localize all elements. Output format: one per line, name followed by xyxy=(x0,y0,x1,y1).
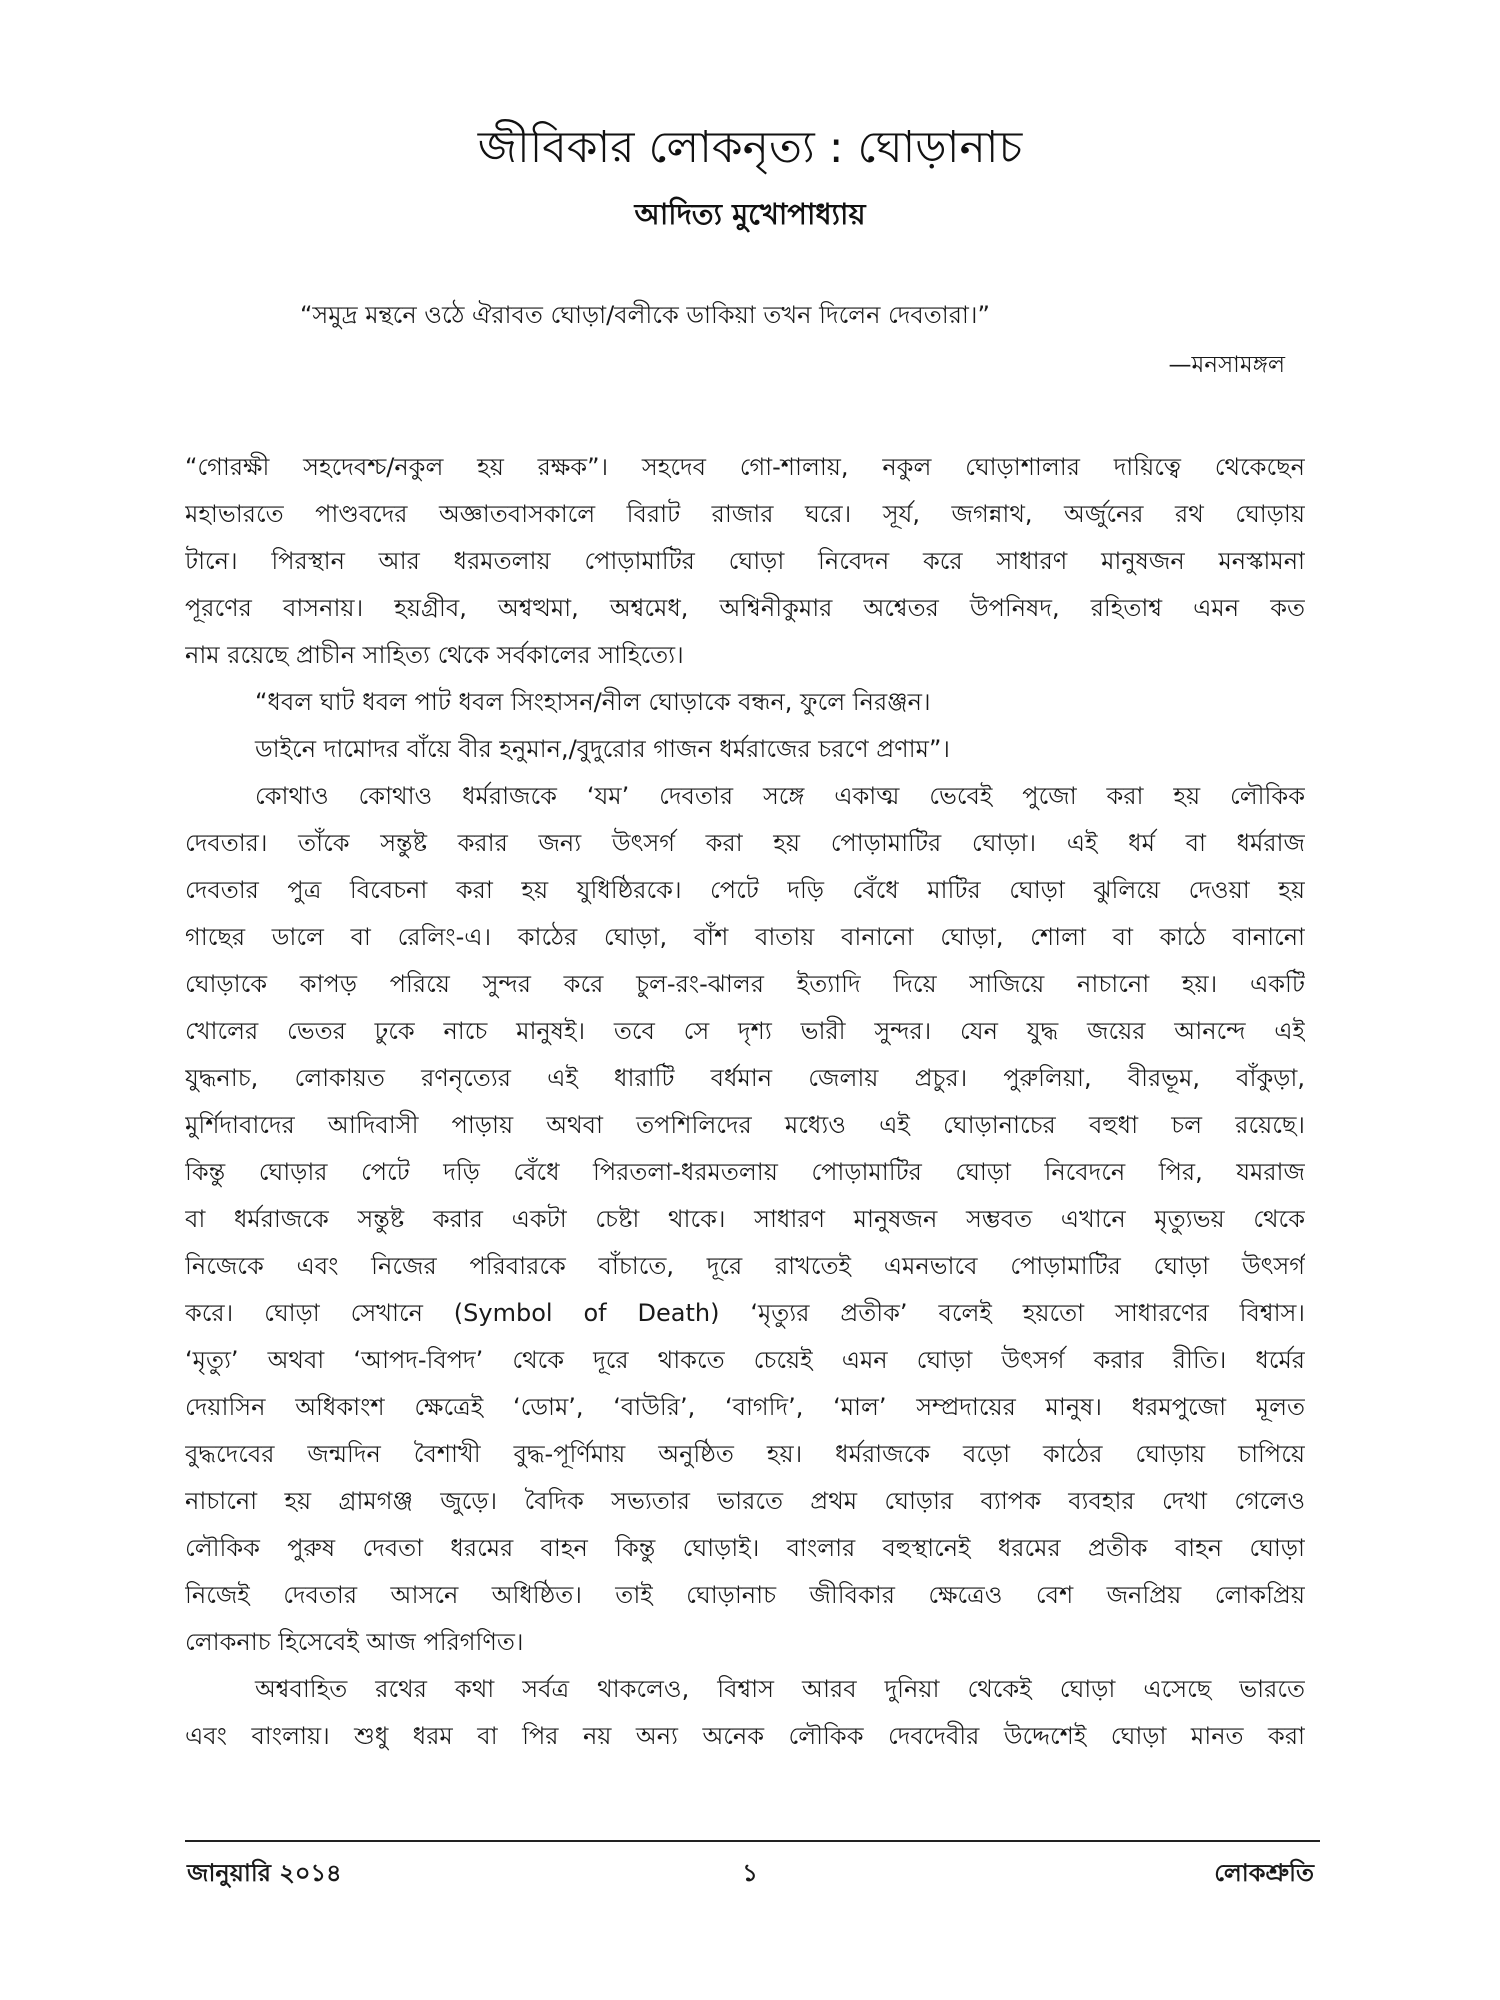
body-line: দেবতার। তাঁকে সন্তুষ্ট করার জন্য উৎসর্গ করা হয় পোড়ামাটির ঘোড়া। এই ধর্ম বা ধর্মরাজ xyxy=(185,829,1305,857)
footer-divider xyxy=(185,1840,1320,1842)
body-line: ঘোড়াকে কাপড় পরিয়ে সুন্দর করে চুল-রং-ঝালর ইত্যাদি দিয়ে সাজিয়ে নাচানো হয়। একটি xyxy=(185,970,1305,998)
epigraph-source: —মনসামঙ্গল xyxy=(1168,352,1285,378)
body-line: এবং বাংলায়। শুধু ধরম বা পির নয় অন্য অনেক লৌকিক দেবদেবীর উদ্দেশেই ঘোড়া মানত করা xyxy=(185,1722,1305,1750)
verse-line: ডাইনে দামোদর বাঁয়ে বীর হনুমান,/বুদুরোর গাজন ধর্মরাজের চরণে প্রণাম”। xyxy=(255,735,950,763)
body-line: দেয়াসিন অধিকাংশ ক্ষেত্রেই ‘ডোম’, ‘বাউরি’, ‘বাগদি’, ‘মাল’ সম্প্রদায়ের মানুষ। ধরমপুজো মূলত xyxy=(185,1393,1305,1421)
body-line: মহাভারতে পাণ্ডবদের অজ্ঞাতবাসকালে বিরাট রাজার ঘরে। সূর্য, জগন্নাথ, অর্জুনের রথ ঘোড়ায় xyxy=(185,500,1305,528)
body-line: গাছের ডালে বা রেলিং-এ। কাঠের ঘোড়া, বাঁশ বাতায় বানানো ঘোড়া, শোলা বা কাঠে বানানো xyxy=(185,923,1305,951)
body-line: নিজেই দেবতার আসনে অধিষ্ঠিত। তাই ঘোড়ানাচ জীবিকার ক্ষেত্রেও বেশ জনপ্রিয় লোকপ্রিয় xyxy=(185,1581,1305,1609)
body-line: যুদ্ধনাচ, লোকায়ত রণনৃত্যের এই ধারাটি বর্ধমান জেলায় প্রচুর। পুরুলিয়া, বীরভূম, বাঁকুড়া, xyxy=(185,1064,1305,1092)
body-line: কোথাও কোথাও ধর্মরাজকে ‘যম’ দেবতার সঙ্গে একাত্ম ভেবেই পুজো করা হয় লৌকিক xyxy=(255,782,1305,810)
body-line: বা ধর্মরাজকে সন্তুষ্ট করার একটা চেষ্টা থাকে। সাধারণ মানুষজন সম্ভবত এখানে মৃত্যুভয় থেকে xyxy=(185,1205,1305,1233)
body-line: লোকনাচ হিসেবেই আজ পরিগণিত। xyxy=(185,1628,524,1656)
body-line: নাম রয়েছে প্রাচীন সাহিত্য থেকে সর্বকালের সাহিত্যে। xyxy=(185,641,684,669)
page-number: ১ xyxy=(742,1859,758,1887)
body-line: নিজেকে এবং নিজের পরিবারকে বাঁচাতে, দূরে রাখতেই এমনভাবে পোড়ামাটির ঘোড়া উৎসর্গ xyxy=(185,1252,1305,1280)
body-line: ‘মৃত্যু’ অথবা ‘আপদ-বিপদ’ থেকে দূরে থাকতে চেয়েই এমন ঘোড়া উৎসর্গ করার রীতি। ধর্মের xyxy=(185,1346,1305,1374)
article-body xyxy=(185,444,1305,1760)
body-line: “গোরক্ষী সহদেবশ্চ/নকুল হয় রক্ষক”। সহদেব গো-শালায়, নকুল ঘোড়াশালার দায়িত্বে থেকেছেন xyxy=(185,453,1305,481)
body-line: টানে। পিরস্থান আর ধরমতলায় পোড়ামাটির ঘোড়া নিবেদন করে সাধারণ মানুষজন মনস্কামনা xyxy=(185,547,1305,575)
body-line: দেবতার পুত্র বিবেচনা করা হয় যুধিষ্ঠিরকে। পেটে দড়ি বেঁধে মাটির ঘোড়া ঝুলিয়ে দেওয়া হয় xyxy=(185,876,1305,904)
body-line: মুর্শিদাবাদের আদিবাসী পাড়ায় অথবা তপশিলিদের মধ্যেও এই ঘোড়ানাচের বহুধা চল রয়েছে। xyxy=(185,1111,1305,1139)
body-line: করে। ঘোড়া সেখানে (Symbol of Death) ‘মৃত্যুর প্রতীক’ বলেই হয়তো সাধারণের বিশ্বাস। xyxy=(185,1299,1305,1327)
body-line: নাচানো হয় গ্রামগঞ্জ জুড়ে। বৈদিক সভ্যতার ভারতে প্রথম ঘোড়ার ব্যাপক ব্যবহার দেখা গেলেও xyxy=(185,1487,1305,1515)
publication-name: লোকশ্রুতি xyxy=(1214,1859,1314,1887)
footer-date: জানুয়ারি ২০১৪ xyxy=(187,1859,342,1887)
body-line: খোলের ভেতর ঢুকে নাচে মানুষই। তবে সে দৃশ্য ভারী সুন্দর। যেন যুদ্ধ জয়ের আনন্দে এই xyxy=(185,1017,1305,1045)
body-line: বুদ্ধদেবের জন্মদিন বৈশাখী বুদ্ধ-পূর্ণিমায় অনুষ্ঠিত হয়। ধর্মরাজকে বড়ো কাঠের ঘোড়ায় চাপিয়ে xyxy=(185,1440,1305,1468)
body-line: পূরণের বাসনায়। হয়গ্রীব, অশ্বত্থমা, অশ্বমেধ, অশ্বিনীকুমার অশ্বেতর উপনিষদ, রহিতাশ্ব এমন কত xyxy=(185,594,1305,622)
epigraph-quote: “সমুদ্র মন্থনে ওঠে ঐরাবত ঘোড়া/বলীকে ডাকিয়া তখন দিলেন দেবতারা।” xyxy=(300,301,990,329)
body-line: লৌকিক পুরুষ দেবতা ধরমের বাহন কিন্তু ঘোড়াই। বাংলার বহুস্থানেই ধরমের প্রতীক বাহন ঘোড়া xyxy=(185,1534,1305,1562)
verse-line: “ধবল ঘাট ধবল পাট ধবল সিংহাসন/নীল ঘোড়াকে বন্ধন, ফুলে নিরঞ্জন। xyxy=(255,688,931,716)
article-author: আদিত্য মুখোপাধ্যায় xyxy=(634,197,866,231)
article-title: জীবিকার লোকনৃত্য : ঘোড়ানাচ xyxy=(477,122,1023,173)
body-line: কিন্তু ঘোড়ার পেটে দড়ি বেঁধে পিরতলা-ধরমতলায় পোড়ামাটির ঘোড়া নিবেদনে পির, যমরাজ xyxy=(185,1158,1305,1186)
body-line: অশ্ববাহিত রথের কথা সর্বত্র থাকলেও, বিশ্বাস আরব দুনিয়া থেকেই ঘোড়া এসেছে ভারতে xyxy=(255,1675,1305,1703)
